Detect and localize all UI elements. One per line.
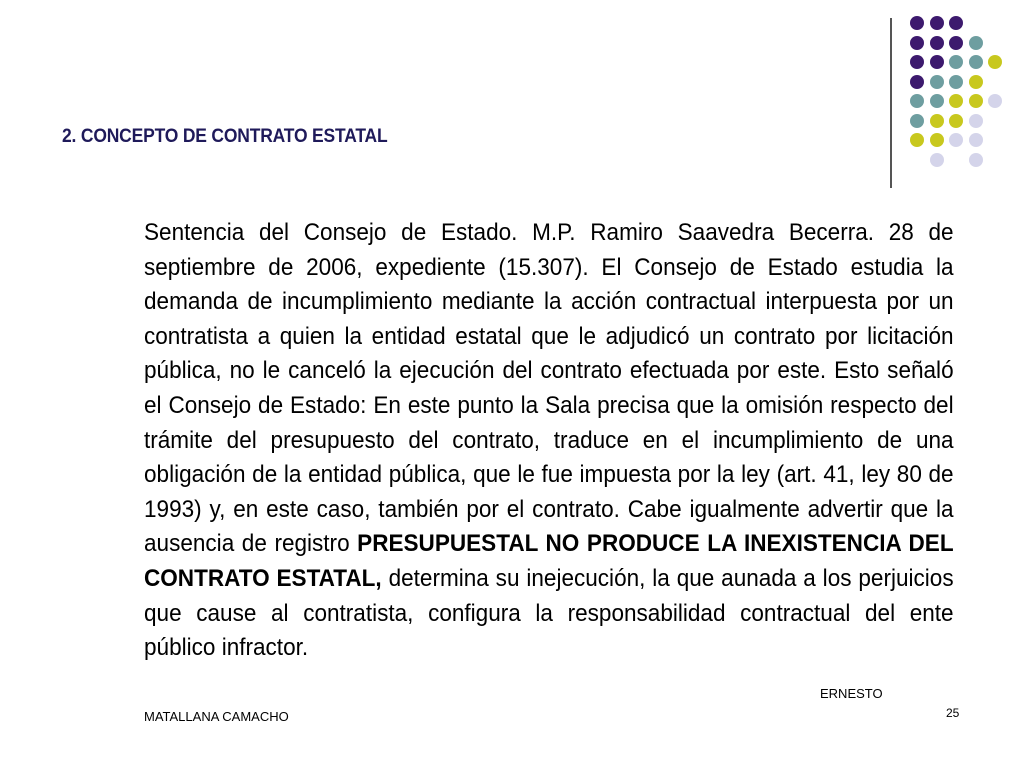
decorative-dot [910,75,924,89]
body-text-bold: PRESUPUESTAL NO PRODUCE LA INEXISTENCIA DEL CONTRATO ESTATAL, [144,530,954,592]
decorative-dot [930,16,944,30]
decorative-dot [969,114,983,128]
body-text-part2: determina su inejecución, la que aunada a los perjuicios que cause al contratista, configura la responsabilidad contractual del ente público infractor. [144,564,954,662]
decorative-dot [949,133,963,147]
decorative-dot [969,55,983,69]
decorative-dot [988,94,1002,108]
decorative-dot [969,75,983,89]
decorative-dot [930,55,944,69]
decorative-dot [988,55,1002,69]
decorative-dot [930,36,944,50]
decorative-dot [930,114,944,128]
decorative-dot [949,55,963,69]
decorative-dot [949,114,963,128]
author-first-name: ERNESTO [820,686,883,701]
decorative-dot [949,16,963,30]
decorative-dot [969,36,983,50]
decorative-dot [910,114,924,128]
decorative-dot [910,94,924,108]
decorative-dot [910,36,924,50]
vertical-divider [890,18,892,188]
decorative-dot [930,75,944,89]
author-last-name: MATALLANA CAMACHO [144,709,289,724]
decorative-dot [910,55,924,69]
decorative-dot [949,36,963,50]
decorative-dot [949,94,963,108]
slide-title: 2. CONCEPTO DE CONTRATO ESTATAL [62,126,388,147]
decorative-dot [910,16,924,30]
body-text-part1: Sentencia del Consejo de Estado. M.P. Ramiro Saavedra Becerra. 28 de septiembre de 2006, expediente (15.307). El Consejo de Estado estudia la demanda de incumplimiento mediante la acción contractual interpuesta por un contratista a quien la entidad estatal que le adjudicó un contrato por licitación pública, no le canceló la ejecución del contrato efectuada por este. Esto señaló el Consejo de Estado: En este punto la Sala precisa que la omisión respecto del trámite del presupuesto del contrato, traduce en el incumplimiento de una obligación de la entidad pública, que le fue impuesta por la ley (art. 41, ley 80 de 1993) y, en este caso, también por el contrato. Cabe igualmente advertir que la ausencia de registro [144,219,954,558]
decorative-dot [930,94,944,108]
body-paragraph [144,216,954,666]
decorative-dot [930,133,944,147]
decorative-dot [930,153,944,167]
decorative-dot [969,94,983,108]
decorative-dot [969,133,983,147]
decorative-dot [949,75,963,89]
decorative-dot [910,133,924,147]
decorative-dot [969,153,983,167]
page-number: 25 [946,706,960,720]
